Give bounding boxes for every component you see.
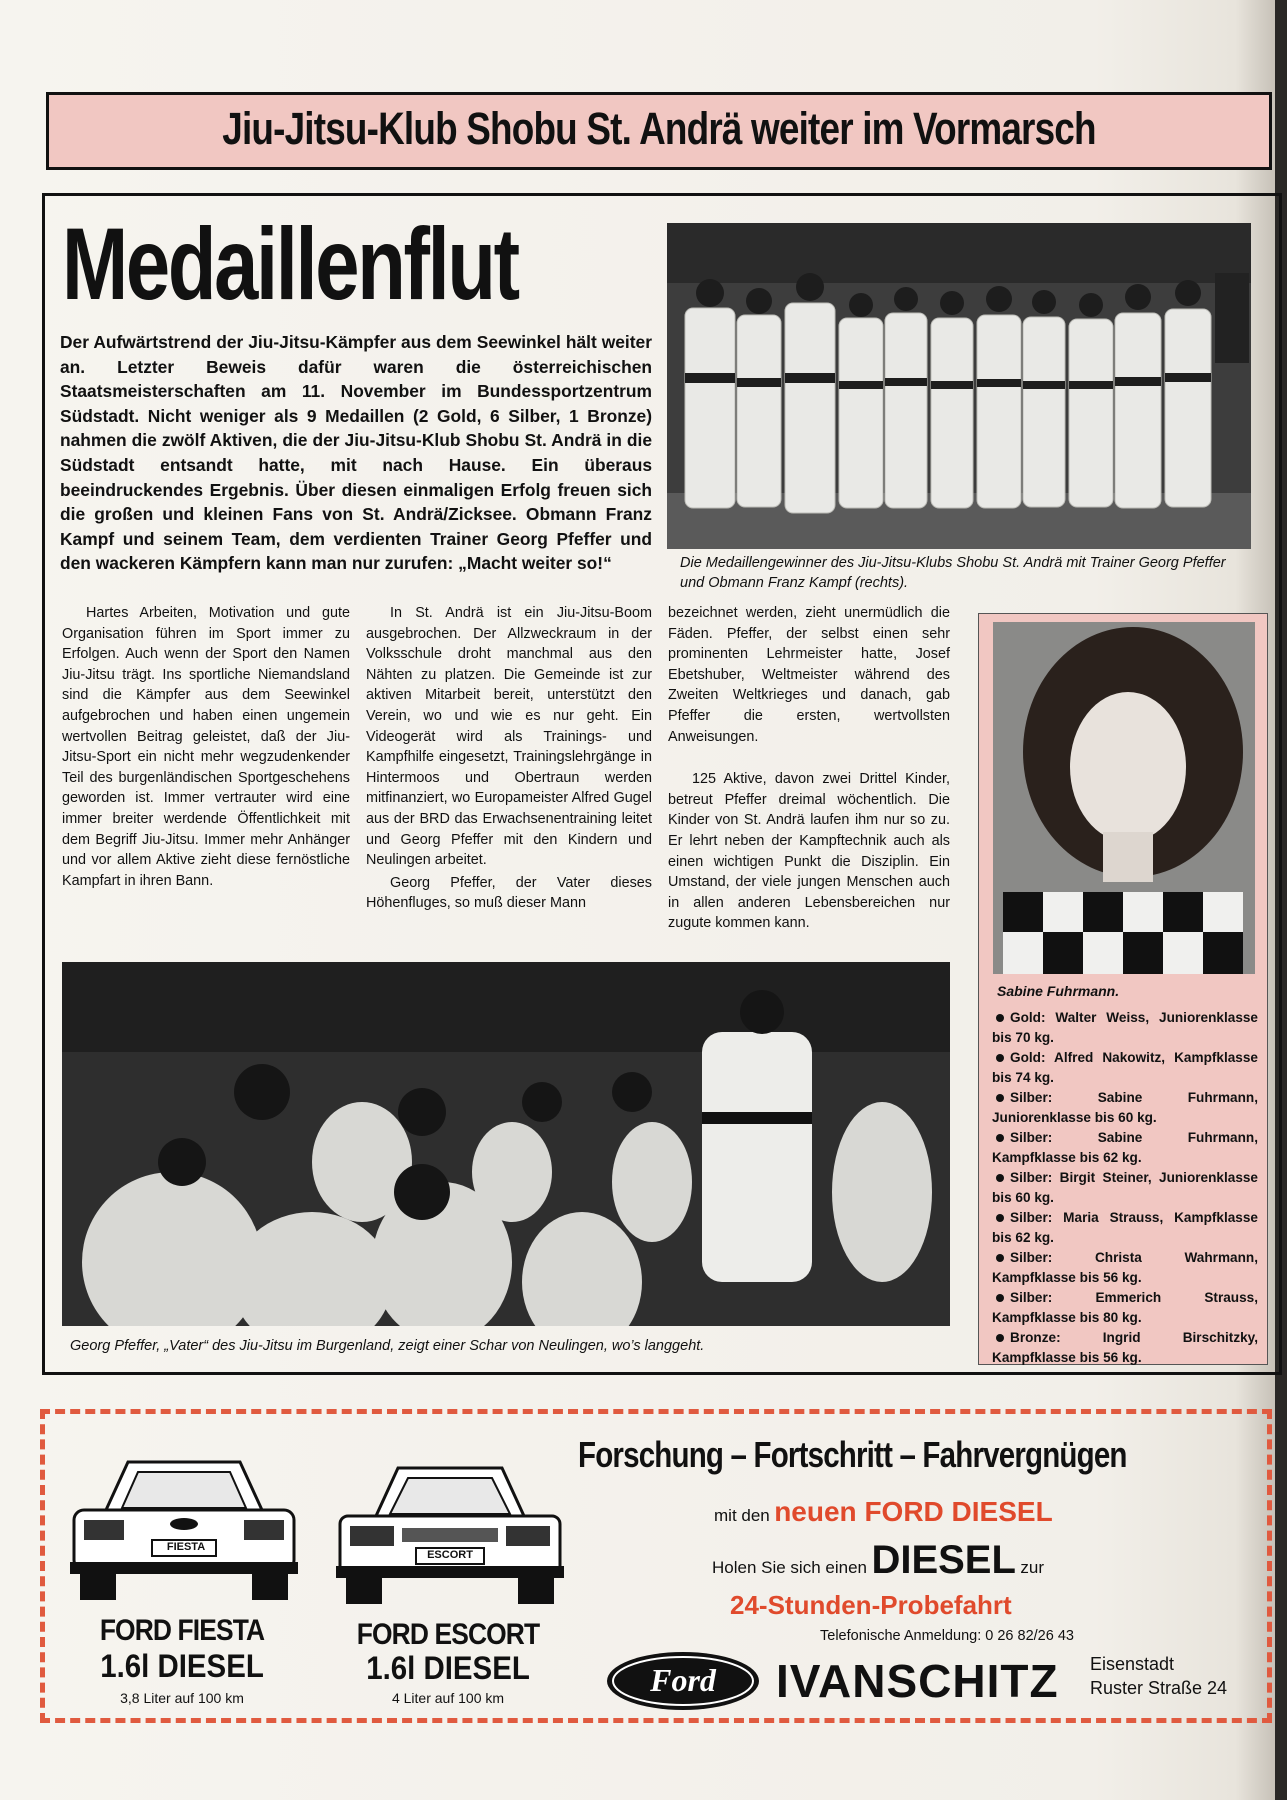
- ford-fiesta-car-icon: [66, 1450, 302, 1618]
- column-2-paragraph-2: Georg Pfeffer, der Vater dieses Höhenfluges, so muß dieser Mann: [366, 874, 652, 912]
- header-banner: [46, 92, 1272, 170]
- bullet-icon: [996, 1334, 1004, 1342]
- column-1-paragraph: Hartes Arbeiten, Motivation und gute Organisation führen im Sport immer zu Erfolgen. Auch wenn der Sport den Namen Jiu-Jitsu trägt. Ins sportliche Niemandsland sind die Kämpfer aus dem Seewinkel aufgebrochen und haben einen ungemein wertvollen Beitrag geleistet, daß der Jiu-Jitsu-Sport ein nicht mehr wegzudenkender Teil des burgenländischen Sportgeschehens geworden ist. Immer vertrauter wird eine immer breiter werdende Öffentlichkeit mit dem Begriff Jiu-Jitsu. Immer mehr Anhänger und vor allem Aktive zieht diese fernöstliche Kampfart in ihren Bann.: [62, 605, 350, 889]
- ad-phone: Telefonische Anmeldung: 0 26 82/26 43: [820, 1628, 1074, 1644]
- ad-line-1: mit den neuen FORD DIESEL: [714, 1496, 1053, 1527]
- article-column-1: [62, 603, 350, 907]
- article-column-3: [668, 603, 950, 950]
- article-column-2: [366, 603, 652, 930]
- column-2-paragraph-1: In St. Andrä ist ein Jiu-Jitsu-Boom ausgebrochen. Der Allzweckraum in der Volksschule droht manchmal aus den Nähten zu platzen. Die Gemeinde ist zur aktiven Mitarbeit bereit, unterstützt den Verein, wo und wie es nur geht. Ein Videogerät wird als Trainings- und Kampfhilfe eingesetzt, Trainingslehrgänge in Hintermoos und Obertraun werden mitfinanziert, wo Europameister Alfred Gugel aus der BRD das Erwachsenentraining leitet und Georg Pfeffer mit den Kindern und Neulingen arbeitet.: [366, 605, 652, 869]
- bullet-icon: [996, 1294, 1004, 1302]
- dealer-street: Ruster Straße 24: [1090, 1678, 1228, 1698]
- medal-item: Silber: Sabine Fuhrmann, Juniorenklasse bis 60 kg.: [992, 1090, 1258, 1125]
- dealer-name: IVANSCHITZ: [776, 1655, 1059, 1707]
- ford-escort-car-icon: [332, 1454, 568, 1622]
- medal-item: Silber: Maria Strauss, Kampfklasse bis 62 kg.: [992, 1210, 1258, 1245]
- bullet-icon: [996, 1174, 1004, 1182]
- medal-item: Silber: Emmerich Strauss, Kampfklasse bis 80 kg.: [992, 1290, 1258, 1325]
- medal-item: Silber: Birgit Steiner, Juniorenklasse bis 60 kg.: [992, 1170, 1258, 1205]
- ad-line-2: Holen Sie sich einen DIESEL zur: [712, 1538, 1044, 1582]
- fiesta-plate: FIESTA: [166, 1541, 206, 1553]
- medal-item: Gold: Walter Weiss, Juniorenklasse bis 70 kg.: [992, 1010, 1258, 1045]
- medal-item: Bronze: Ingrid Birschitzky, Kampfklasse bis 56 kg.: [992, 1330, 1258, 1365]
- bullet-icon: [996, 1254, 1004, 1262]
- fiesta-engine: 1.6l DIESEL: [100, 1648, 264, 1684]
- portrait-photo: [993, 622, 1255, 974]
- column-3-paragraph-2: 125 Aktive, davon zwei Drittel Kinder, betreut Pfeffer dreimal wöchentlich. Die Kinder von St. Andrä laufen ihm nur so zu. Er lehrt neben der Kampftechnik auch als einen wichtigen Punkt die Disziplin. Ein Umstand, der viele jungen Menschen auch in allen anderen Lebensbereichen nur zugute kommen kann.: [668, 771, 950, 932]
- crowd-photo: [62, 962, 950, 1326]
- bullet-icon: [996, 1054, 1004, 1062]
- article-lead: Der Aufwärtstrend der Jiu-Jitsu-Kämpfer aus dem Seewinkel hält weiter an. Letzter Beweis dafür waren die österreichischen Staatsmeisterschaften am 11. November im Bundessportzentrum Südstadt. Nicht weniger als 9 Medaillen (2 Gold, 6 Silber, 1 Bronze) nahmen die zwölf Aktiven, die der Jiu-Jitsu-Klub Shobu St. Andrä in die Südstadt entsandt hatte, mit nach Hause. Ein überaus beeindruckendes Ergebnis. Über diesen einmaligen Erfolg freuen sich die großen und kleinen Fans von St. Andrä/Zicksee. Obmann Franz Kampf und seinem Team, dem verdienten Trainer Georg Pfeffer und den wackeren Kämpfern kann man nur zurufen: „Macht weiter so!“: [60, 332, 652, 574]
- medal-list: [992, 1008, 1258, 1368]
- bullet-icon: [996, 1094, 1004, 1102]
- ad-headline: Forschung – Fortschritt – Fahrvergnügen: [578, 1434, 1127, 1475]
- bullet-icon: [996, 1134, 1004, 1142]
- ford-logo: [604, 1650, 762, 1712]
- medal-item: Silber: Christa Wahrmann, Kampfklasse bis 56 kg.: [992, 1250, 1258, 1285]
- medal-item: Silber: Sabine Fuhrmann, Kampfklasse bis 62 kg.: [992, 1130, 1258, 1165]
- escort-consumption: 4 Liter auf 100 km: [391, 1690, 505, 1706]
- escort-name: FORD ESCORT: [356, 1618, 540, 1651]
- fiesta-name: FORD FIESTA: [99, 1614, 265, 1647]
- team-photo: [667, 223, 1251, 549]
- dealer-city: Eisenstadt: [1090, 1654, 1175, 1674]
- escort-engine: 1.6l DIESEL: [366, 1650, 530, 1686]
- column-3-paragraph-1: bezeichnet werden, zieht unermüdlich die Fäden. Pfeffer, der selbst einen sehr prominenten Lehrmeister hatte, Josef Ebetshuber, Weltmeister während des Zweiten Weltkrieges und danach, gab Pfeffer die ersten, wertvollsten Anweisungen.: [668, 605, 950, 745]
- escort-plate: ESCORT: [427, 1549, 473, 1561]
- crowd-photo-caption: Georg Pfeffer, „Vater“ des Jiu-Jitsu im Burgenland, zeigt einer Schar von Neulingen, wo’s langgeht.: [70, 1338, 705, 1354]
- fiesta-consumption: 3,8 Liter auf 100 km: [120, 1690, 244, 1706]
- portrait-caption: Sabine Fuhrmann.: [997, 983, 1120, 999]
- article-headline: Medaillenflut: [62, 207, 518, 321]
- header-title: Jiu-Jitsu-Klub Shobu St. Andrä weiter im Vormarsch: [222, 103, 1096, 154]
- team-photo-caption: Die Medaillengewinner des Jiu-Jitsu-Klubs Shobu St. Andrä mit Trainer Georg Pfeffer und Obmann Franz Kampf (rechts).: [680, 555, 1226, 591]
- medal-item: Gold: Alfred Nakowitz, Kampfklasse bis 74 kg.: [992, 1050, 1258, 1085]
- ad-line-3: 24-Stunden-Probefahrt: [730, 1590, 1012, 1620]
- bullet-icon: [996, 1014, 1004, 1022]
- ford-logo-text: Ford: [650, 1662, 716, 1698]
- bullet-icon: [996, 1214, 1004, 1222]
